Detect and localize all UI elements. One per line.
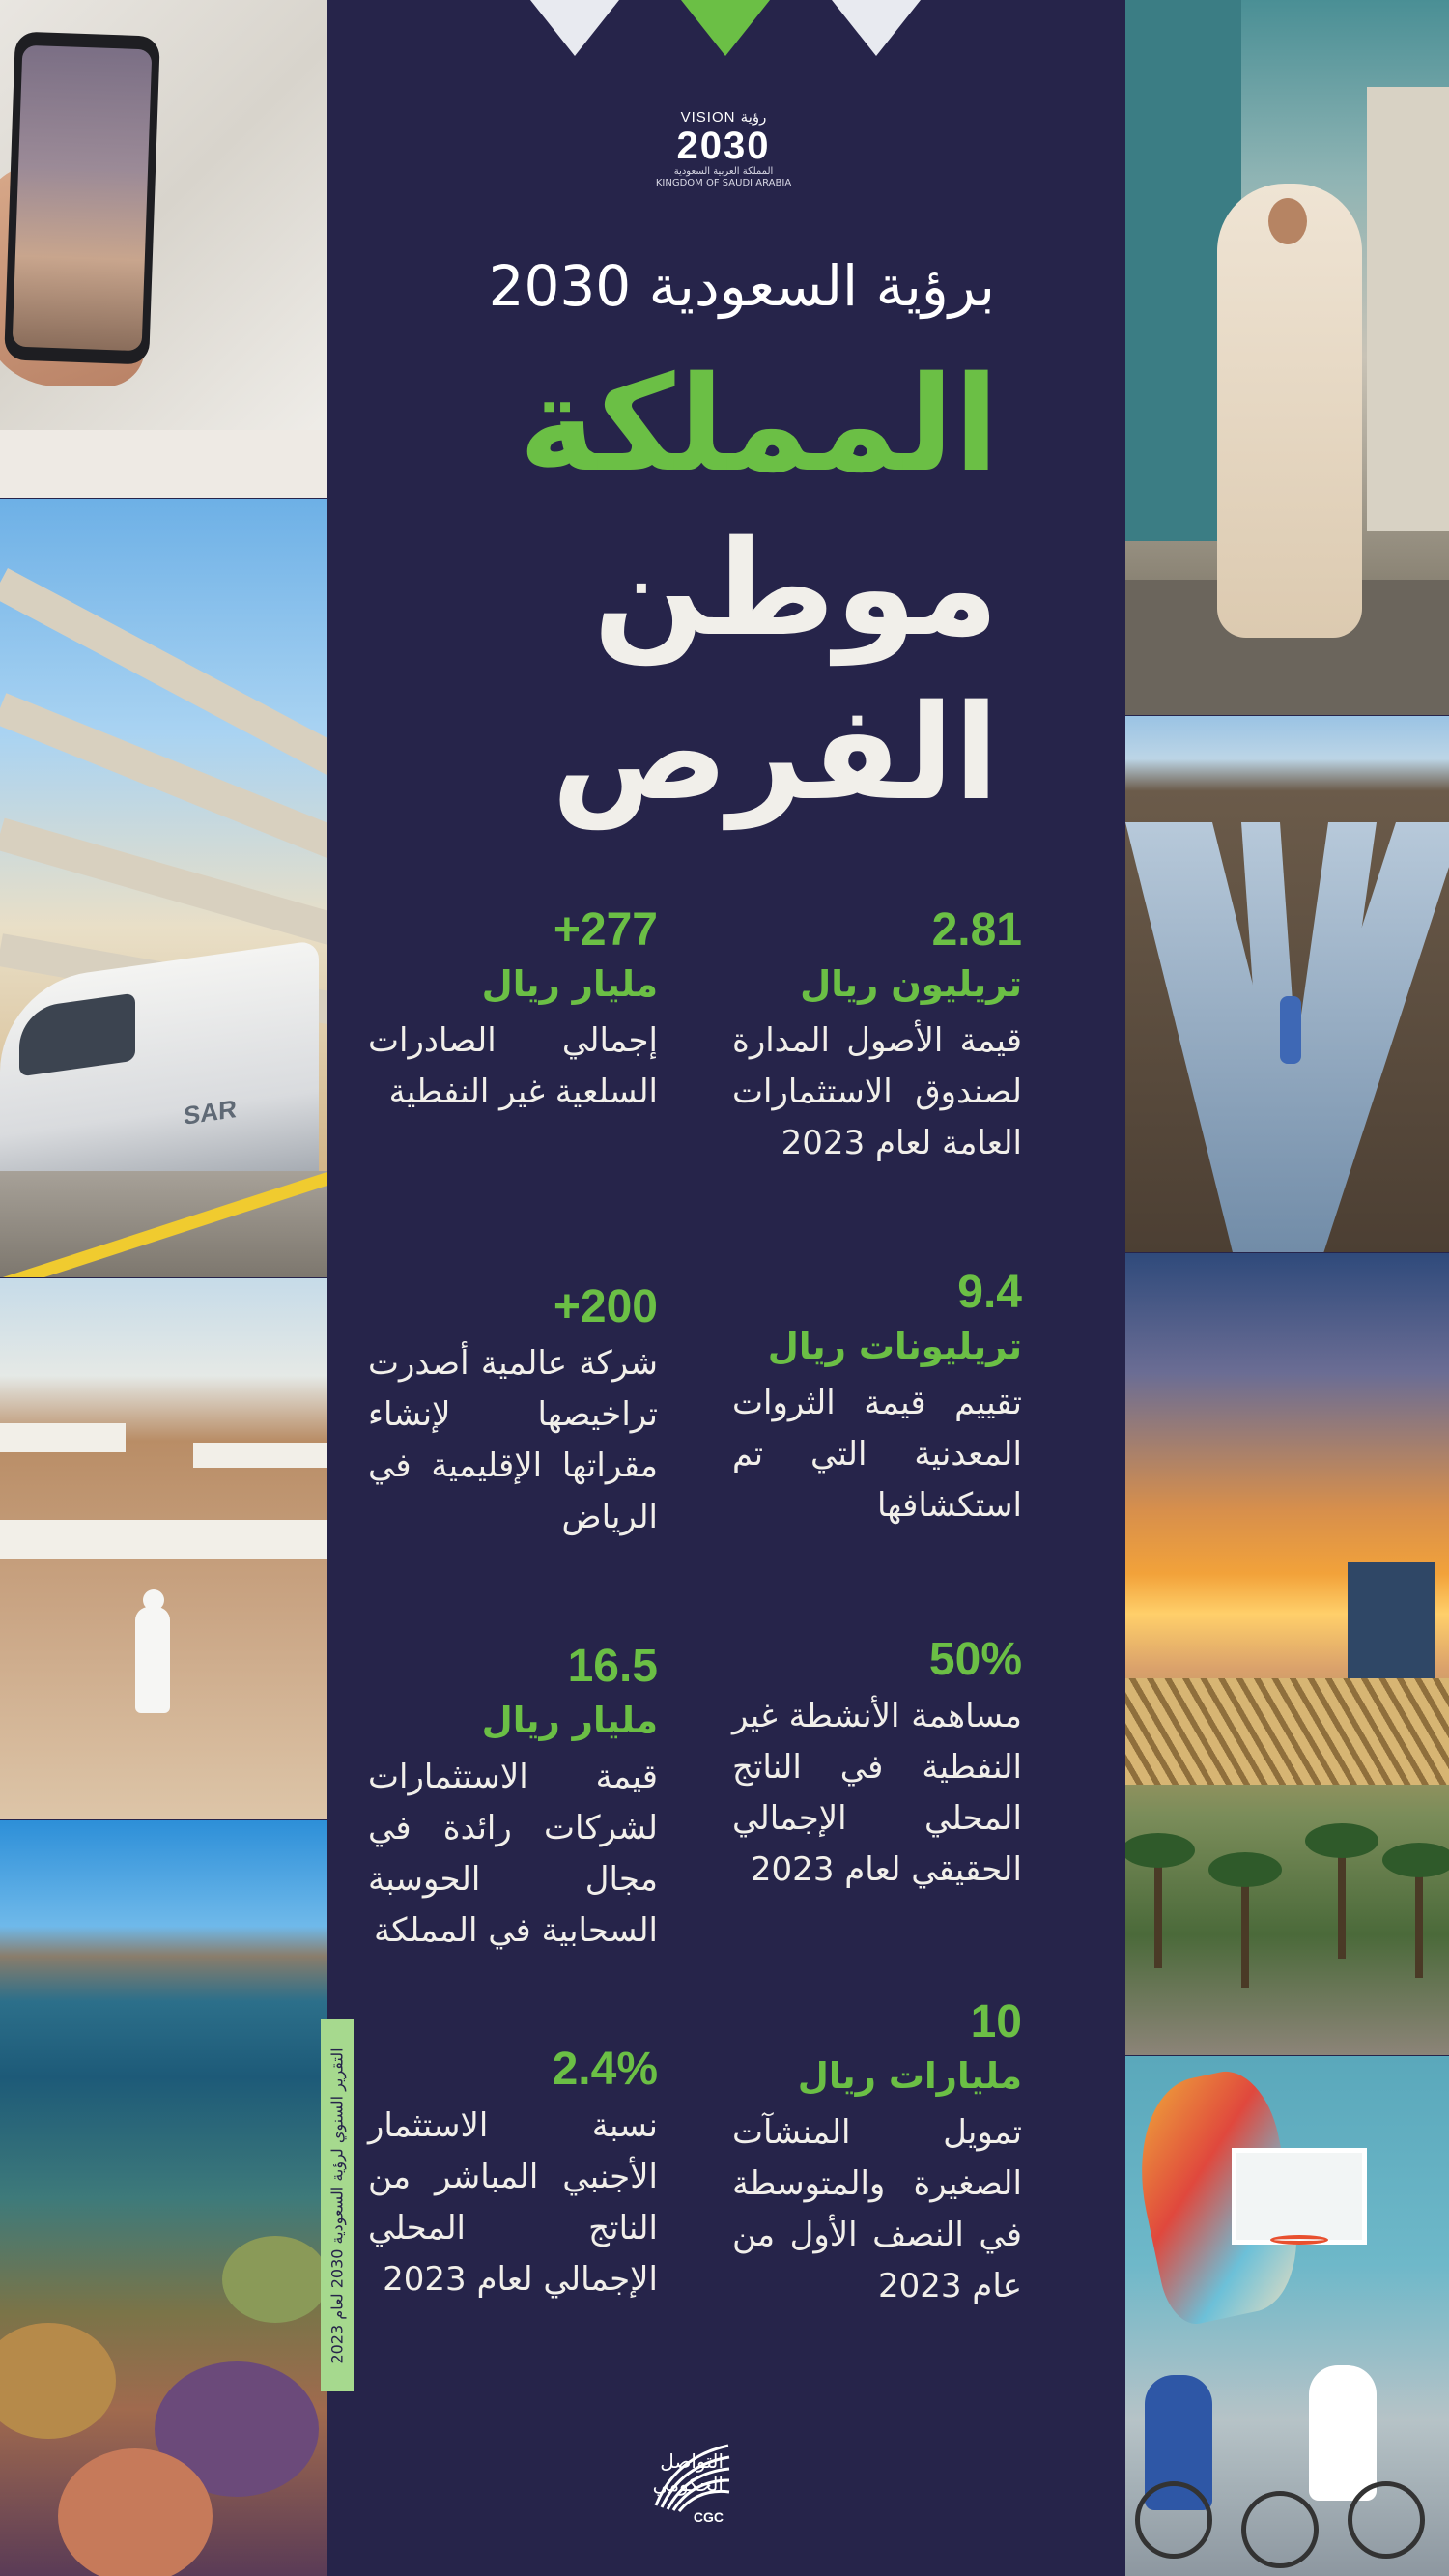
page-subtitle: برؤية السعودية 2030: [488, 253, 995, 319]
photo-smartphone: [4, 31, 160, 364]
stat-unit: تريليونات ريال: [767, 1326, 1022, 1367]
photo-wheelchair-basketball: [1125, 2056, 1449, 2576]
stat-cloud-investment: [368, 1640, 658, 1957]
stat-number: 2.81: [931, 904, 1022, 956]
cgc-logo-line2: الحكومي: [652, 2473, 724, 2496]
stat-number: 2.4%: [552, 2044, 658, 2095]
stat-number: 50%: [928, 1634, 1022, 1685]
train-brand-text: SAR: [184, 1094, 237, 1131]
photo-coral: [0, 2323, 116, 2439]
headline-kingdom: المملكة: [518, 349, 999, 501]
stat-description: شركة عالمية أصدرت تراخيصها لإنشاء مقراتها الإقليمية في الرياض: [368, 1344, 658, 1536]
photo-woman-face: [1268, 198, 1307, 244]
main-panel: [327, 0, 1124, 2576]
stat-number: +277: [553, 904, 658, 956]
report-source-text: التقرير السنوي لرؤية السعودية 2030 لعام 2023: [327, 2046, 347, 2364]
vision-logo-year: 2030: [676, 125, 771, 167]
photo-phone-screen: [13, 45, 153, 351]
stat-description: تمويل المنشآت الصغيرة والمتوسطة في النصف الأول من عام 2023: [732, 2113, 1022, 2305]
cgc-logo-abbr: CGC: [693, 2509, 724, 2525]
stat-sme-financing: [732, 1995, 1022, 2312]
stat-fdi-ratio: [368, 2043, 658, 2305]
photo-roof-beam: [0, 568, 327, 787]
photo-train-station: [0, 499, 327, 1277]
vision-2030-logo: [651, 108, 796, 205]
stat-description: قيمة الأصول المدارة لصندوق الاستثمارات العامة لعام 2023: [732, 1021, 1022, 1162]
stat-number: +200: [553, 1281, 658, 1332]
cgc-logo-line1: التواصل: [660, 2449, 724, 2473]
photo-woman-historic-street: [1125, 0, 1449, 715]
cgc-logo: [627, 2430, 839, 2536]
chevron-green-icon: [681, 0, 770, 56]
photo-white-wall: [193, 1443, 327, 1468]
photo-heritage-village: [0, 1278, 327, 1819]
vision-logo-en: VISION: [680, 109, 736, 126]
stat-mineral-wealth: [732, 1266, 1022, 1531]
photo-woman-abaya: [1217, 184, 1362, 638]
photo-red-sea-coral: [0, 1820, 327, 2576]
photo-palm-tree: [1241, 1872, 1249, 1988]
report-source-caption: [321, 2019, 354, 2391]
stat-description: نسبة الاستثمار الأجنبي المباشر من الناتج المحلي الإجمالي لعام 2023: [368, 2106, 658, 2299]
photo-white-wall: [0, 1423, 126, 1452]
photo-wheelchair-wheel: [1241, 2491, 1319, 2568]
vision-logo-kingdom-en: KINGDOM OF SAUDI ARABIA: [655, 178, 792, 188]
stat-pif-assets: [732, 903, 1022, 1169]
stat-non-oil-exports: [368, 903, 658, 1118]
vision-logo-kingdom-ar: المملكة العربية السعودية: [673, 166, 774, 177]
chevron-white-icon: [832, 0, 921, 56]
stat-non-oil-gdp: [732, 1633, 1022, 1896]
stat-description: قيمة الاستثمارات لشركات رائدة في مجال الحوسبة السحابية في المملكة: [368, 1758, 658, 1950]
stat-number: 9.4: [957, 1267, 1022, 1318]
photo-backboard: [1232, 2148, 1367, 2245]
photo-sunset-city: [1125, 1253, 1449, 2055]
stat-unit: مليار ريال: [481, 963, 658, 1005]
stat-unit: تريليون ريال: [800, 963, 1022, 1005]
stat-unit: مليار ريال: [481, 1700, 658, 1741]
vision-logo-top-row: [651, 108, 796, 126]
photo-coral: [58, 2448, 213, 2576]
photo-solar-farm: [1125, 716, 1449, 1252]
photo-palm-tree: [1338, 1843, 1346, 1959]
headline-opportunities: الفرص: [551, 677, 999, 830]
photo-man-walking: [135, 1607, 170, 1713]
stat-regional-hq: [368, 1280, 658, 1543]
photo-roof-beam: [0, 818, 327, 961]
photo-wheelchair-wheel: [1348, 2481, 1425, 2559]
cgc-logo-text: [653, 2449, 724, 2496]
photo-hoop: [1270, 2235, 1328, 2245]
vision-logo-ar: رؤية: [740, 109, 767, 126]
photo-lattice-roof: [1125, 1678, 1449, 1785]
stat-number: 10: [970, 1996, 1022, 2047]
chevron-white-icon: [530, 0, 619, 56]
photo-coral: [222, 2236, 327, 2323]
photo-worker: [1280, 996, 1301, 1064]
photo-phone-in-hand: [0, 0, 327, 498]
photo-white-wall: [0, 1520, 327, 1559]
stat-number: 16.5: [567, 1641, 658, 1692]
photo-palm-tree: [1154, 1852, 1162, 1968]
stat-unit: مليارات ريال: [797, 2055, 1022, 2097]
photo-building: [1367, 87, 1449, 531]
photo-wheelchair-wheel: [1135, 2481, 1212, 2559]
photo-palm-tree: [1415, 1862, 1423, 1978]
stat-description: إجمالي الصادرات السلعية غير النفطية: [368, 1021, 658, 1111]
photo-desk: [0, 430, 327, 498]
stat-description: مساهمة الأنشطة غير النفطية في الناتج المحلي الإجمالي الحقيقي لعام 2023: [732, 1697, 1022, 1889]
photo-player: [1309, 2365, 1377, 2501]
stat-description: تقييم قيمة الثروات المعدنية التي تم استكشافها: [732, 1384, 1022, 1525]
headline-home: موطن: [593, 513, 999, 666]
